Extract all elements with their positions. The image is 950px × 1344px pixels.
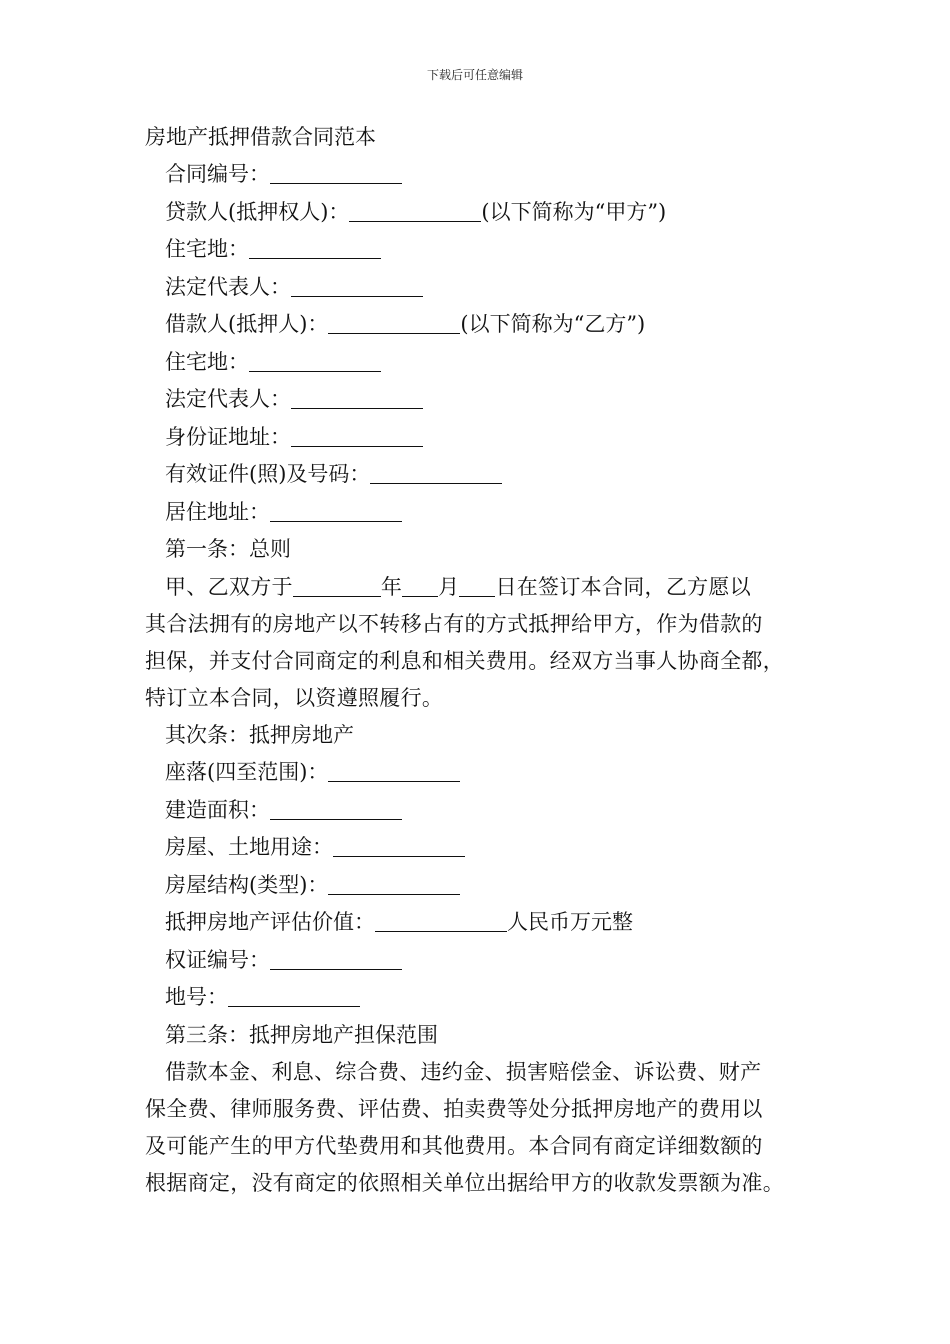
valuation-suffix: 人民币万元整 [507,910,633,934]
land-use-label: 房屋、土地用途： [165,835,333,859]
structure-row [145,867,825,905]
article3-paragraph [145,1054,825,1202]
id-address-blank [291,424,423,447]
residence-blank [270,499,402,522]
valuation-label: 抵押房地产评估价值： [165,910,375,934]
borrower-row [145,306,825,344]
id-address-row [145,419,825,457]
structure-label: 房屋结构(类型)： [165,872,329,897]
year-label: 年 [380,574,403,599]
lender-rep-blank [291,274,423,297]
article1-text-a: 甲、乙双方于 [165,574,293,599]
article2-title: 其次条：抵押房地产 [165,722,354,747]
contract-number-label: 合同编号： [165,162,270,186]
borrower-address-label: 住宅地： [165,349,249,374]
building-area-blank [270,797,402,820]
document-title: 房地产抵押借款合同范本 [145,125,376,149]
borrower-address-blank [249,349,381,372]
lot-no-row [145,979,825,1017]
borrower-address-row [145,344,825,382]
month-label: 月 [438,574,460,599]
borrower-suffix: (以下简称为“乙方”) [460,312,646,336]
valuation-blank [375,909,507,932]
article3-line-2: 保全费、律师服务费、评估费、拍卖费等处分抵押房地产的费用以 [145,1097,763,1121]
lender-suffix: (以下简称为“甲方”) [481,199,667,224]
article1-text-b: 日在签订本合同，乙方愿以 [495,574,752,599]
day-blank [459,574,495,597]
contract-number-row [145,156,825,194]
cert-no-row [145,942,825,980]
article3-title: 第三条：抵押房地产担保范围 [165,1022,438,1047]
article3-line-4: 根据商定，没有商定的依照相关单位出据给甲方的收款发票额为准。 [145,1171,784,1195]
borrower-rep-label: 法定代表人： [165,387,291,411]
article3-line-3: 及可能产生的甲方代垫费用和其他费用。本合同有商定详细数额的 [145,1134,763,1158]
article1-line-2: 其合法拥有的房地产以不转移占有的方式抵押给甲方，作为借款的 [145,611,763,636]
lender-row [145,194,825,232]
land-use-row [145,829,825,867]
valid-id-label: 有效证件(照)及号码： [165,462,371,486]
land-use-blank [333,834,465,857]
valuation-row [145,904,825,942]
location-blank [328,759,460,782]
lender-address-row [145,231,825,269]
lot-no-blank [228,984,360,1007]
lender-rep-row [145,269,825,307]
borrower-blank [328,311,460,334]
building-area-label: 建造面积： [165,797,270,822]
residence-label: 居住地址： [165,499,270,524]
article1-line-4: 特订立本合同，以资遵照履行。 [145,685,444,710]
borrower-rep-row [145,381,825,419]
article3-line-1: 借款本金、利息、综合费、违约金、损害赔偿金、诉讼费、财产 [165,1060,762,1084]
location-row [145,754,825,792]
article1-line-1 [145,569,825,606]
month-blank [402,574,438,597]
contract-number-blank [270,161,402,184]
article1-paragraph [145,569,825,717]
page-header-note: 下载后可任意编辑 [426,68,523,82]
article1-line-3: 担保，并支付合同商定的利息和相关费用。经双方当事人协商全都， [145,648,784,673]
lender-blank [349,199,481,222]
borrower-label: 借款人(抵押人)： [165,312,329,336]
structure-blank [328,872,460,895]
lender-address-blank [249,236,381,259]
lender-label: 贷款人(抵押权人)： [165,199,350,224]
residence-row [145,494,825,532]
valid-id-row [145,456,825,494]
location-label: 座落(四至范围)： [165,760,329,784]
contract-document [145,118,825,1202]
borrower-rep-blank [291,386,423,409]
lender-rep-label: 法定代表人： [165,274,291,299]
valid-id-blank [370,461,502,484]
lender-address-label: 住宅地： [165,237,249,261]
cert-no-label: 权证编号： [165,947,270,972]
lot-no-label: 地号： [165,985,228,1009]
building-area-row [145,792,825,830]
article1-title: 第一条：总则 [165,537,291,561]
year-blank [293,574,381,597]
id-address-label: 身份证地址： [165,424,291,449]
cert-no-blank [270,947,402,970]
